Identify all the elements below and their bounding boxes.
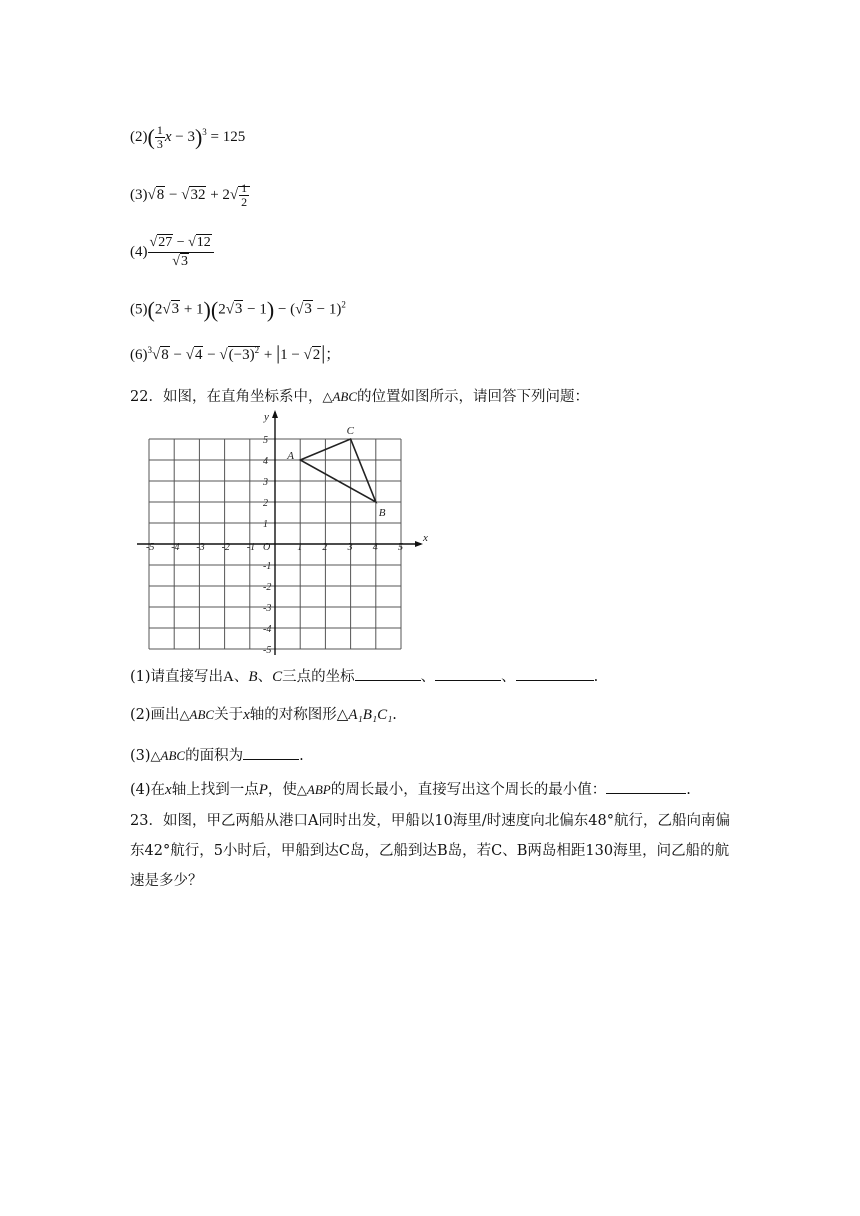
- x-axis-arrow-icon: [415, 541, 423, 547]
- x-tick-label: 2: [322, 542, 328, 553]
- x-tick-label: 4: [372, 542, 378, 553]
- item-5: $(5)(2√3 + 1)(2√3 - 1) - (√3 - 1)^2$: [130, 297, 346, 322]
- q23-text: 23．如图，甲乙两船从港口A同时出发，甲船以10海里/时速度向北偏东48°航行，乙船向南偏东42°航行，5小时后，甲船到达C岛，乙船到达B岛，若C、B两岛相距130海里，问乙船的航速是多少？: [130, 813, 730, 889]
- answer-blank[interactable]: [435, 667, 501, 681]
- x-axis-label: x: [423, 532, 428, 544]
- answer-blank[interactable]: [606, 780, 686, 794]
- y-tick-label: 2: [263, 498, 268, 509]
- x-tick-label: -2: [221, 542, 230, 553]
- answer-blank[interactable]: [516, 667, 594, 681]
- y-tick-label: -2: [263, 582, 272, 593]
- item-3: (3)√8 − √32 + 2√ $\frac{1}{2}$: [130, 182, 250, 209]
- y-tick-label: -3: [263, 603, 272, 614]
- x-tick-label: 1: [297, 542, 303, 553]
- y-tick-label: 5: [263, 435, 268, 446]
- y-tick-label: 3: [263, 477, 268, 488]
- coordinate-graph: [135, 410, 435, 658]
- item-6: $(6)^3√8 - √4 - √(-3)^2 + |1 - √2|$；: [130, 342, 341, 364]
- y-tick-label: 4: [263, 456, 268, 467]
- q22-stem: 22．如图，在直角坐标系中，△ABC的位置如图所示，请回答下列问题：: [130, 389, 590, 405]
- x-tick-label: O: [263, 542, 271, 553]
- x-tick-label: -4: [171, 542, 180, 553]
- point-label-b: B: [378, 507, 386, 519]
- point-label-a: A: [287, 450, 294, 462]
- x-tick-label: -3: [196, 542, 205, 553]
- q22-part-4: (4)在x轴上找到一点P，使△ABP的周长最小，直接写出这个周长的最小值： .: [130, 782, 691, 798]
- q22-part-2: (2)画出△ABC关于x轴的对称图形△A₁B₁C₁.: [130, 707, 397, 723]
- y-tick-label: -1: [263, 561, 272, 572]
- y-tick-label: -5: [263, 645, 272, 656]
- y-axis-arrow-icon: [272, 410, 278, 418]
- item-4: (4) $\frac{√27 - √12}{√3}$: [130, 234, 214, 271]
- answer-blank[interactable]: [243, 746, 299, 760]
- triangle-abc: [300, 439, 376, 502]
- q22-part-3: (3)△ABC的面积为 .: [130, 748, 304, 764]
- x-tick-label: 5: [398, 542, 403, 553]
- y-tick-label: 1: [263, 519, 268, 530]
- x-tick-label: -1: [246, 542, 256, 553]
- x-tick-label: 3: [347, 542, 353, 553]
- point-label-c: C: [346, 425, 354, 437]
- y-tick-label: -4: [263, 624, 272, 635]
- item-2: (2)( $\frac{1}{3}$ x − 3)$^3$ = 125: [130, 123, 246, 151]
- answer-blank[interactable]: [355, 667, 421, 681]
- x-tick-label: -5: [146, 542, 155, 553]
- y-axis-label: y: [264, 411, 269, 423]
- q22-part-1: (1)请直接写出A、B、C三点的坐标 、 、 .: [130, 669, 599, 685]
